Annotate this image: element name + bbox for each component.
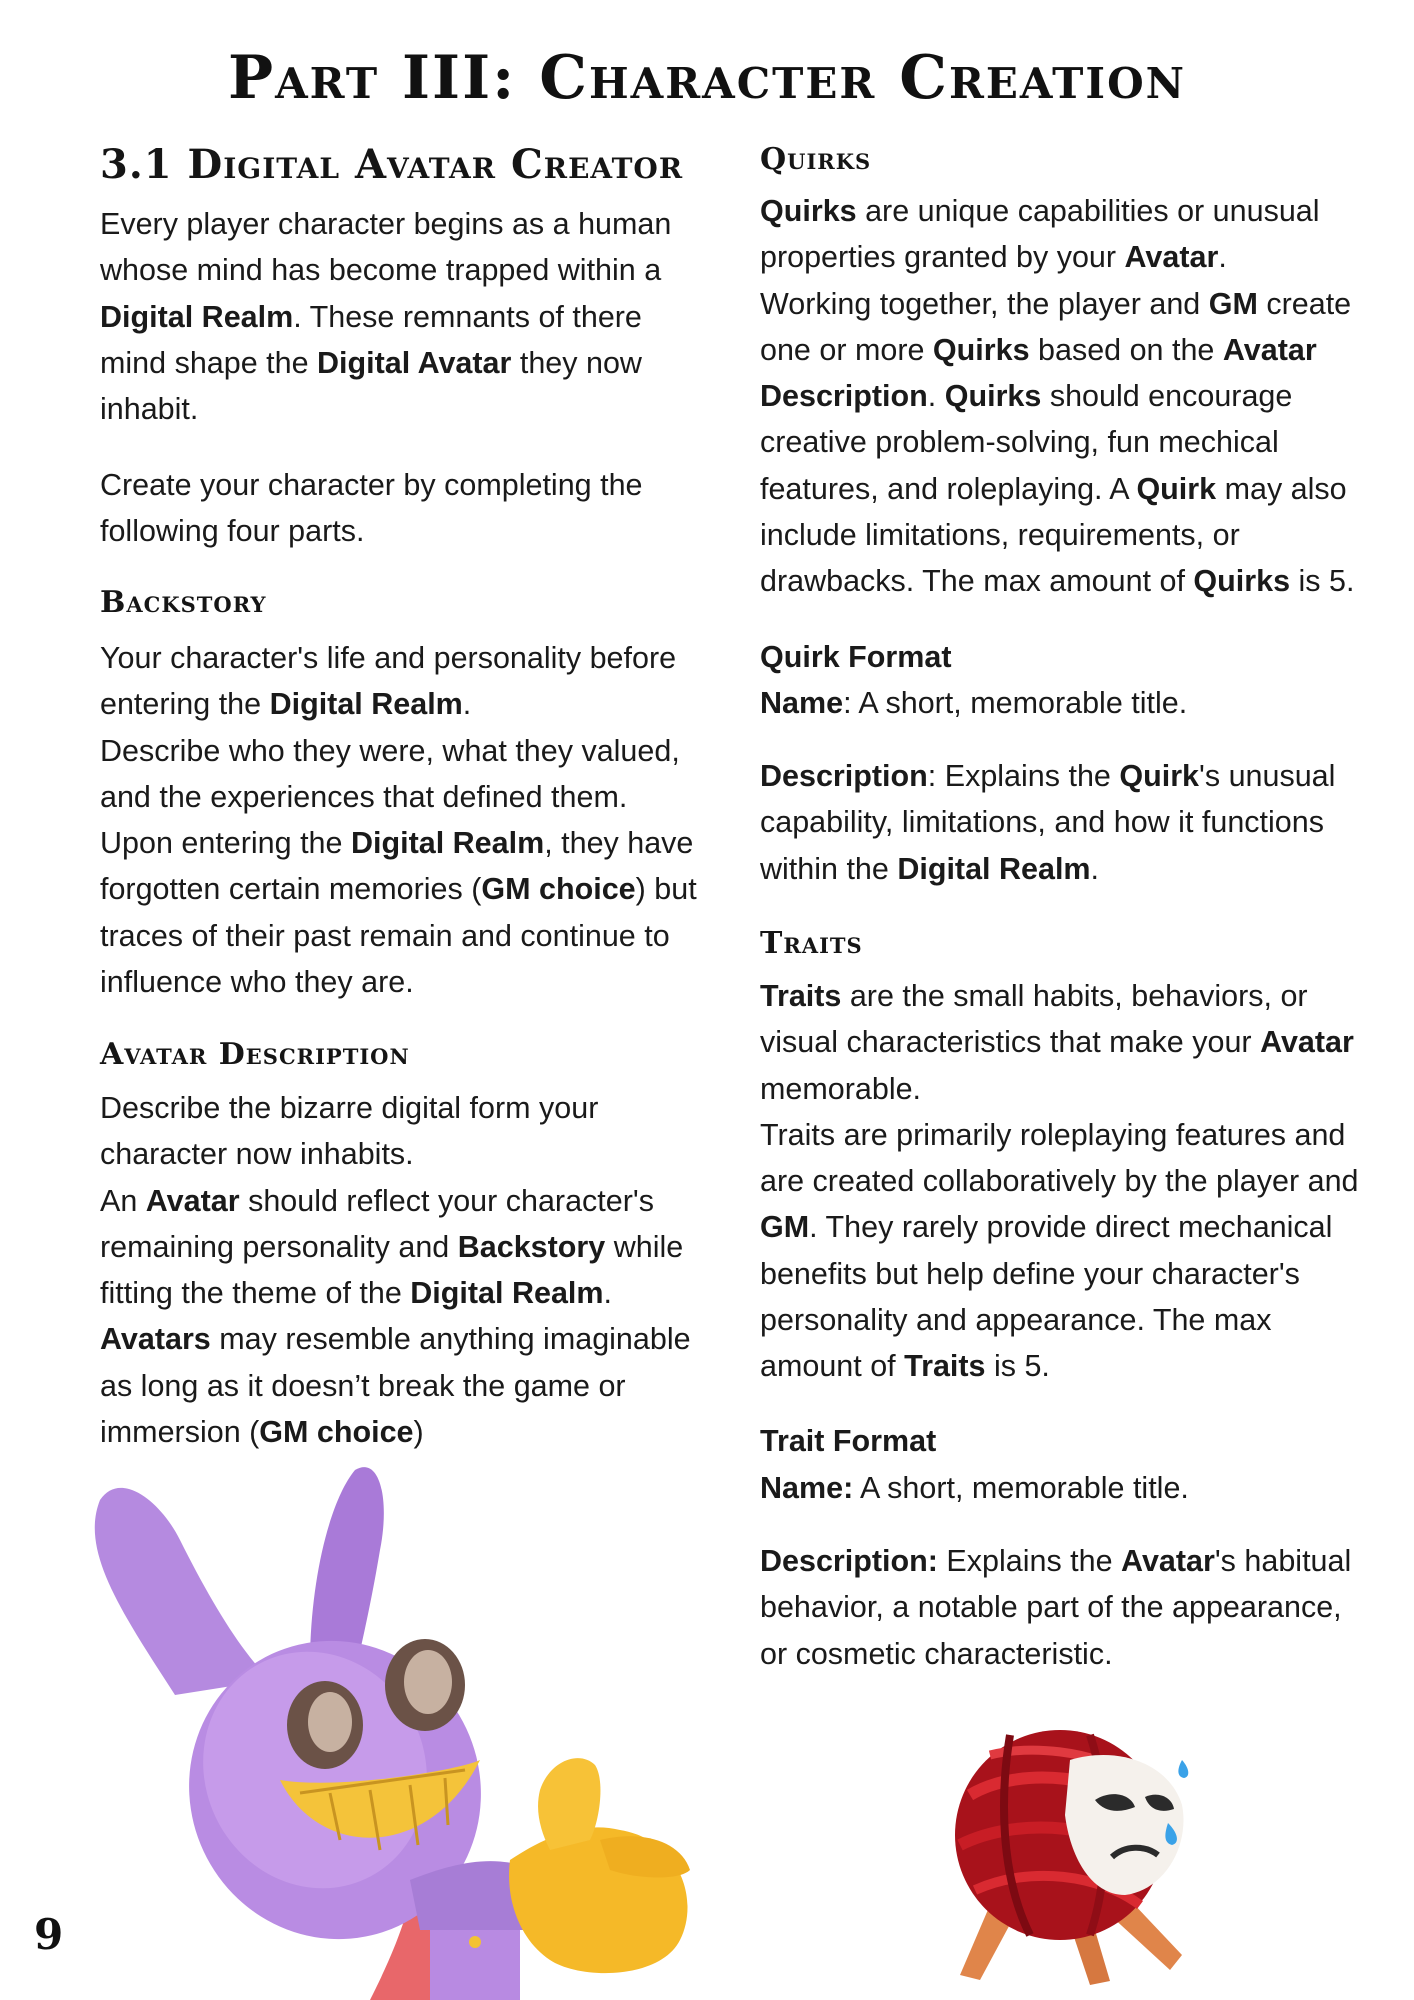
intro-paragraph-2: Create your character by completing the following four parts. — [100, 468, 643, 549]
trait-format-name: Name: A short, memorable title. — [760, 1471, 1189, 1505]
backstory-heading: Backstory — [100, 585, 267, 620]
traits-heading: Traits — [760, 926, 863, 961]
page-title: Part III: Character Creation — [227, 43, 1187, 113]
quirk-format-name: Name: A short, memorable title. — [760, 686, 1188, 720]
traits-text: Traits are the small habits, behaviors, or visual characteristics that make your Avatar memorable. Traits are primarily roleplaying features and are created collaboratively by the player and GM. They rarely provide direct mechanical benefits but help define your character's personality and appearance. The max amount of Traits is 5. — [760, 979, 1359, 1384]
intro-paragraph: Every player character begins as a human whose mind has become trapped within a Digital Realm. These remnants of there mind shape the Digital Avatar they now inhabit. — [100, 207, 672, 427]
trait-format-description: Description: Explains the Avatar's habitual behavior, a notable part of the appearance, or cosmetic characteristic. — [760, 1544, 1352, 1671]
ribbon-mask-character-illustration — [920, 1705, 1240, 1990]
quirk-format-description: Description: Explains the Quirk's unusual capability, limitations, and how it functions within the Digital Realm. — [760, 759, 1336, 886]
quirk-format-heading: Quirk Format — [760, 640, 952, 674]
avatar-description-heading: Avatar Description — [100, 1037, 410, 1072]
page-number: 9 — [34, 1910, 64, 1959]
trait-format-heading: Trait Format — [760, 1424, 937, 1458]
avatar-description-text: Describe the bizarre digital form your character now inhabits. An Avatar should reflect your character's remaining personality and Backstory while fitting the theme of the Digital Realm. Avatars may resemble anything imaginable as long as it doesn’t break the game or immersion (GM choice) — [100, 1091, 691, 1450]
section-heading-digital-avatar-creator: 3.1 Digital Avatar Creator — [100, 141, 684, 188]
jester-character-illustration — [80, 1460, 730, 2000]
quirks-heading: Quirks — [760, 142, 872, 177]
quirks-text: Quirks are unique capabilities or unusual properties granted by your Avatar. Working together, the player and GM create one or more Quirks based on the Avatar Description. Quirks should encourage creative problem-solving, fun mechical features, and roleplaying. A Quirk may also include limitations, requirements, or drawbacks. The max amount of Quirks is 5. — [760, 194, 1355, 599]
backstory-text: Your character's life and personality before entering the Digital Realm. Describe who they were, what they valued, and the experiences that defined them. Upon entering the Digital Realm, they have forgotten certain memories (GM choice) but traces of their past remain and continue to influence who they are. — [100, 641, 697, 1000]
